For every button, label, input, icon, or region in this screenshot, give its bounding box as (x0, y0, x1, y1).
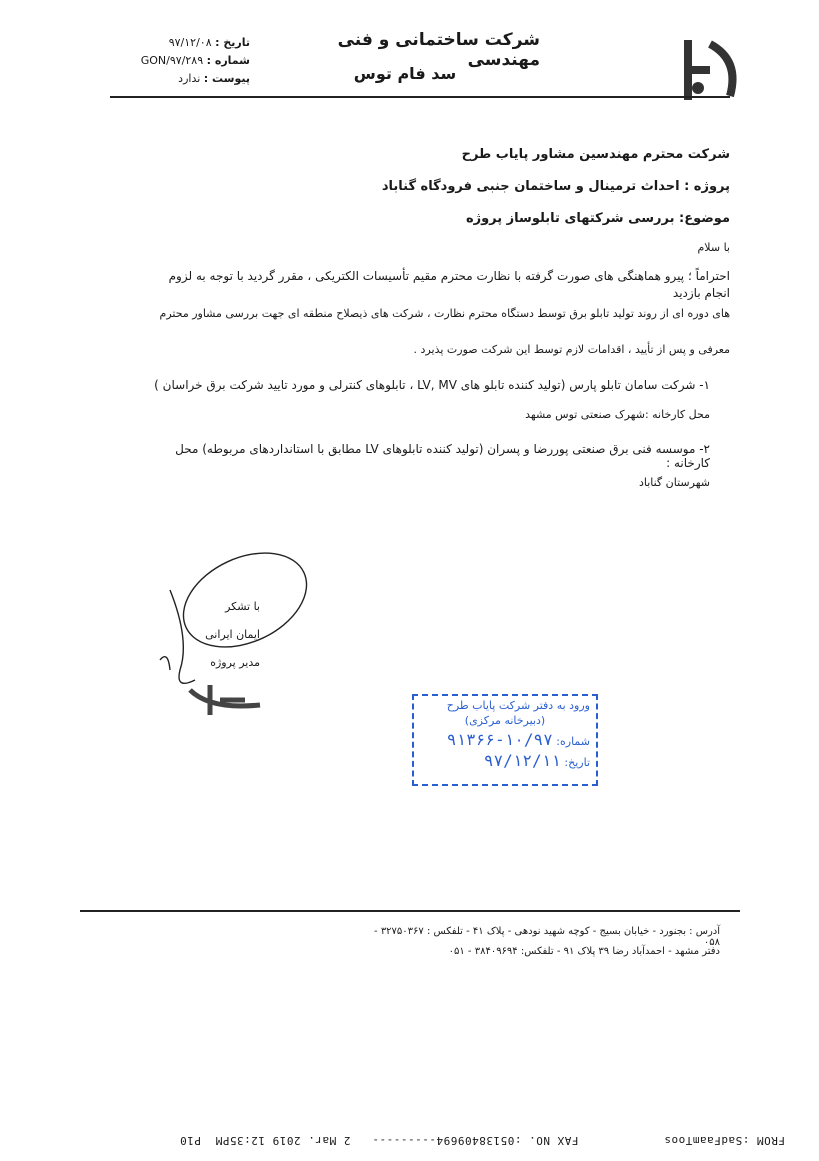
attachment-label: پیوست : (203, 72, 250, 85)
stamp-date-value: ۹۷/۱۲/۱۱ (483, 751, 561, 771)
list-item: ۱- شرکت سامان تابلو پارس (تولید کننده تابلو های LV, MV ، تابلوهای کنترلی و مورد تایید شرکت برق خراسان ) (154, 378, 710, 392)
signatory-title: مدیر پروژه (210, 656, 260, 669)
attachment-row (100, 72, 250, 85)
stamp-title: ورود به دفتر شرکت پایاب طرح (446, 699, 590, 712)
number-row (100, 54, 250, 67)
list-item-location: شهرستان گناباد (638, 476, 710, 489)
date-row (100, 36, 250, 49)
signatory-name: ایمان ایرانی (205, 628, 260, 641)
company-subtitle: سد فام توس (353, 64, 457, 83)
signature-thanks: با تشکر (225, 600, 260, 613)
list-item: ۲- موسسه فنی برق صنعتی پوررضا و پسران (تولید کننده تابلوهای LV مطابق با استانداردهای مربوطه) محل کارخانه : (175, 442, 710, 470)
received-stamp (412, 694, 598, 786)
greeting: با سلام (697, 241, 730, 254)
subject-line: موضوع: بررسی شرکتهای تابلوساز پروژه (465, 211, 730, 226)
stamp-subtitle: (دبیرخانه مرکزی) (464, 713, 546, 727)
footer-divider (80, 910, 740, 912)
stamp-date-label: تاریخ: (564, 756, 590, 770)
recipient: شرکت محترم مهندسین مشاور پایاب طرح (461, 147, 730, 162)
paragraph-line-1: احتراماً ؛ پیرو هماهنگی های صورت گرفته با نظارت محترم مقیم تأسیسات الکتریکی ، مقرر گردید با توجه به لزوم انجام بازدید (168, 269, 730, 300)
fax-header-line: FROM :SadFaamToos FAX NO. :05138409694--------- 2 Mar. 2019 12:35PM P10 (179, 1134, 785, 1147)
date-label: تاریخ : (215, 36, 250, 49)
number-label: شماره : (206, 54, 250, 67)
header-divider (110, 96, 730, 98)
stamp-number-value: ۱۰/۹۷-۹۱۳۶۶ (446, 729, 553, 749)
company-logo-icon (670, 30, 750, 110)
date-value: ۹۷/۱۲/۰۸ (168, 36, 212, 49)
footer-address-1: آدرس : بجنورد - خیابان بسیج - کوچه شهید نودهی - پلاک ۴۱ - تلفکس : ۳۲۷۵۰۳۶۷ - ۰۵۸ (374, 926, 720, 948)
paragraph-line-3: معرفی و پس از تأیید ، اقدامات لازم توسط این شرکت صورت پذیرد . (413, 343, 730, 356)
paragraph-line-2: های دوره ای از روند تولید تابلو برق توسط دستگاه محترم نظارت ، شرکت های ذیصلاح منطقه ای جهت بررسی مشاور محترم (159, 307, 730, 320)
number-value: GON/۹۷/۲۸۹ (140, 54, 204, 67)
project-line: پروژه : احداث ترمینال و ساختمان جنبی فرودگاه گناباد (381, 179, 730, 194)
company-name: شرکت ساختمانی و فنی مهندسی (337, 30, 540, 70)
footer-address-2: دفتر مشهد - احمدآباد رضا ۳۹ پلاک ۹۱ - تلفکس: ۳۸۴۰۹۶۹۴ - ۰۵۱ (448, 946, 720, 957)
attachment-value: ندارد (178, 72, 201, 85)
list-item-location: محل کارخانه :شهرک صنعتی توس مشهد (525, 408, 710, 421)
stamp-number-label: شماره: (556, 734, 590, 748)
